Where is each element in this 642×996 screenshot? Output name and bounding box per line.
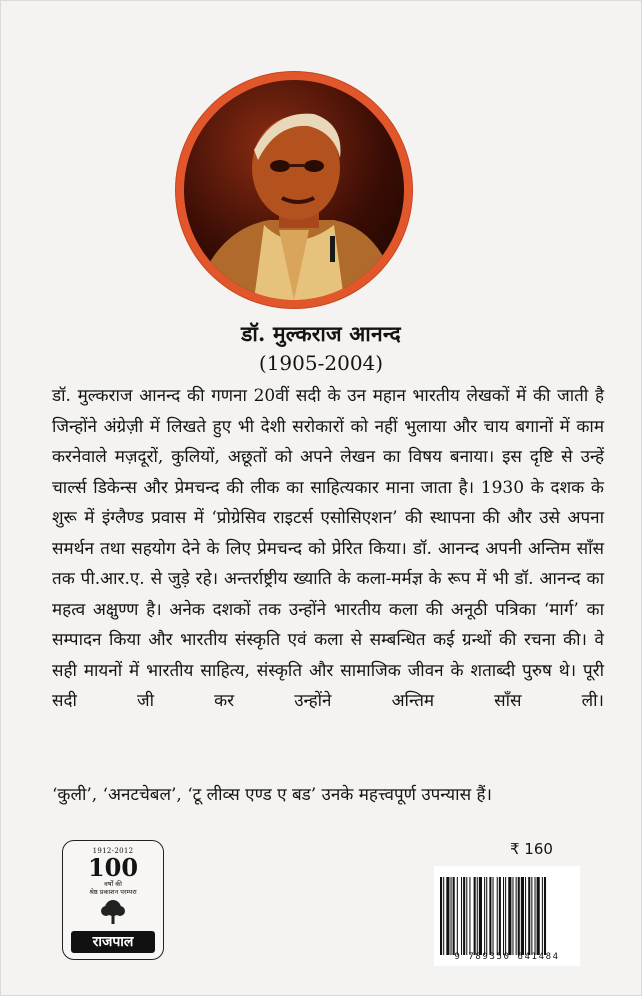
barcode-bar (499, 877, 501, 955)
barcode-bar (508, 877, 511, 955)
author-portrait-frame (176, 72, 412, 308)
barcode-bar (463, 877, 465, 955)
badge-subtitle-1: वर्षों की (104, 880, 122, 888)
publisher-logo: राजपाल (71, 931, 155, 953)
author-portrait-photo (184, 80, 404, 300)
barcode-bar (453, 877, 455, 955)
author-years: (1905-2004) (258, 351, 384, 375)
barcode-bar (542, 877, 543, 955)
novels-line: ‘कुली’, ‘अनटचेबल’, ‘टू लीव्स एण्ड ए बड’ उनके महत्त्वपूर्ण उपन्यास हैं। (52, 785, 492, 805)
barcode-bar (518, 877, 520, 955)
barcode-bar (528, 877, 530, 955)
barcode-bar (474, 877, 476, 955)
tree-icon (99, 899, 127, 925)
barcode-bar (477, 877, 478, 955)
barcode-bar (512, 877, 513, 955)
barcode-bar (544, 877, 546, 955)
barcode-bar (489, 877, 491, 955)
author-biography: डॉ. मुल्कराज आनन्द की गणना 20वीं सदी के उन महान भारतीय लेखकों में की जाती है जिन्होंने अंग्रेज़ी में लिखते हुए भी देशी सरोकारों को नहीं भुलाया और चाय बगानों में काम करनेवाले मज़दूरों, कुलियों, अछूतों को अपने लेखन का विषय बनाया। इस दृष्टि से उन्हें चार्ल्स डिकेन्स और प्रेमचन्द की लीक का साहित्यकार माना जाता है। 1930 के दशक के शुरू में इंग्लैण्ड प्रवास में ‘प्रोग्रेसिव राइटर्स एसोसिएशन’ की स्थापना की और उसे अपना समर्थन तथा सहयोग देने के लिए प्रेमचन्द को प्रेरित किया। डॉ. आनन्द अपनी अन्तिम साँस तक पी.आर.ए. से जुड़े रहे। अन्तर्राष्ट्रीय ख्याति के कला-मर्मज्ञ के रूप में भी डॉ. आनन्द का महत्व अक्षुण्ण है। अनेक दशकों तक उन्होंने भारतीय कला की अनूठी पत्रिका ‘मार्ग’ का सम्पादन किया और भारतीय संस्कृति एवं कला से सम्बन्धित कई ग्रन्थों की रचना की। वे सही मायनों में भारतीय साहित्य, संस्कृति और सामाजिक जीवन के शताब्दी पुरुष थे। पूरी सदी जी कर उन्होंने अन्तिम साँस ली। (52, 386, 604, 711)
barcode-bar (484, 877, 485, 955)
barcode-bar (466, 877, 467, 955)
barcode-bar (446, 877, 449, 955)
barcode-bar (440, 877, 442, 955)
badge-number: 100 (87, 853, 139, 882)
barcode-bar (469, 877, 470, 955)
barcode-bar (461, 877, 462, 955)
publisher-badge (62, 840, 164, 960)
badge-subtitle-2: श्रेष्ठ प्रकाशन परम्परा (89, 888, 137, 896)
barcode-bar (537, 877, 540, 955)
author-name: डॉ. मुल्कराज आनन्द (241, 321, 401, 346)
barcode-bar (457, 877, 458, 955)
barcode-bar (479, 877, 482, 955)
barcode-bar (505, 877, 506, 955)
barcode-bar (531, 877, 532, 955)
isbn-number: 9 789350 641484 (454, 952, 560, 962)
price-label: ₹ 160 (510, 840, 553, 858)
barcode-bar (443, 877, 444, 955)
badge-years: 1912-2012 (92, 847, 134, 855)
barcode-bar (451, 877, 452, 955)
barcode-bar (486, 877, 487, 955)
barcode-bar (516, 877, 517, 955)
barcode-bar (493, 877, 494, 955)
barcode-bar (497, 877, 498, 955)
barcode-bar (503, 877, 504, 955)
barcode-bar (535, 877, 536, 955)
barcode-bar (521, 877, 524, 955)
isbn-barcode (434, 866, 580, 966)
barcode-bar (525, 877, 526, 955)
